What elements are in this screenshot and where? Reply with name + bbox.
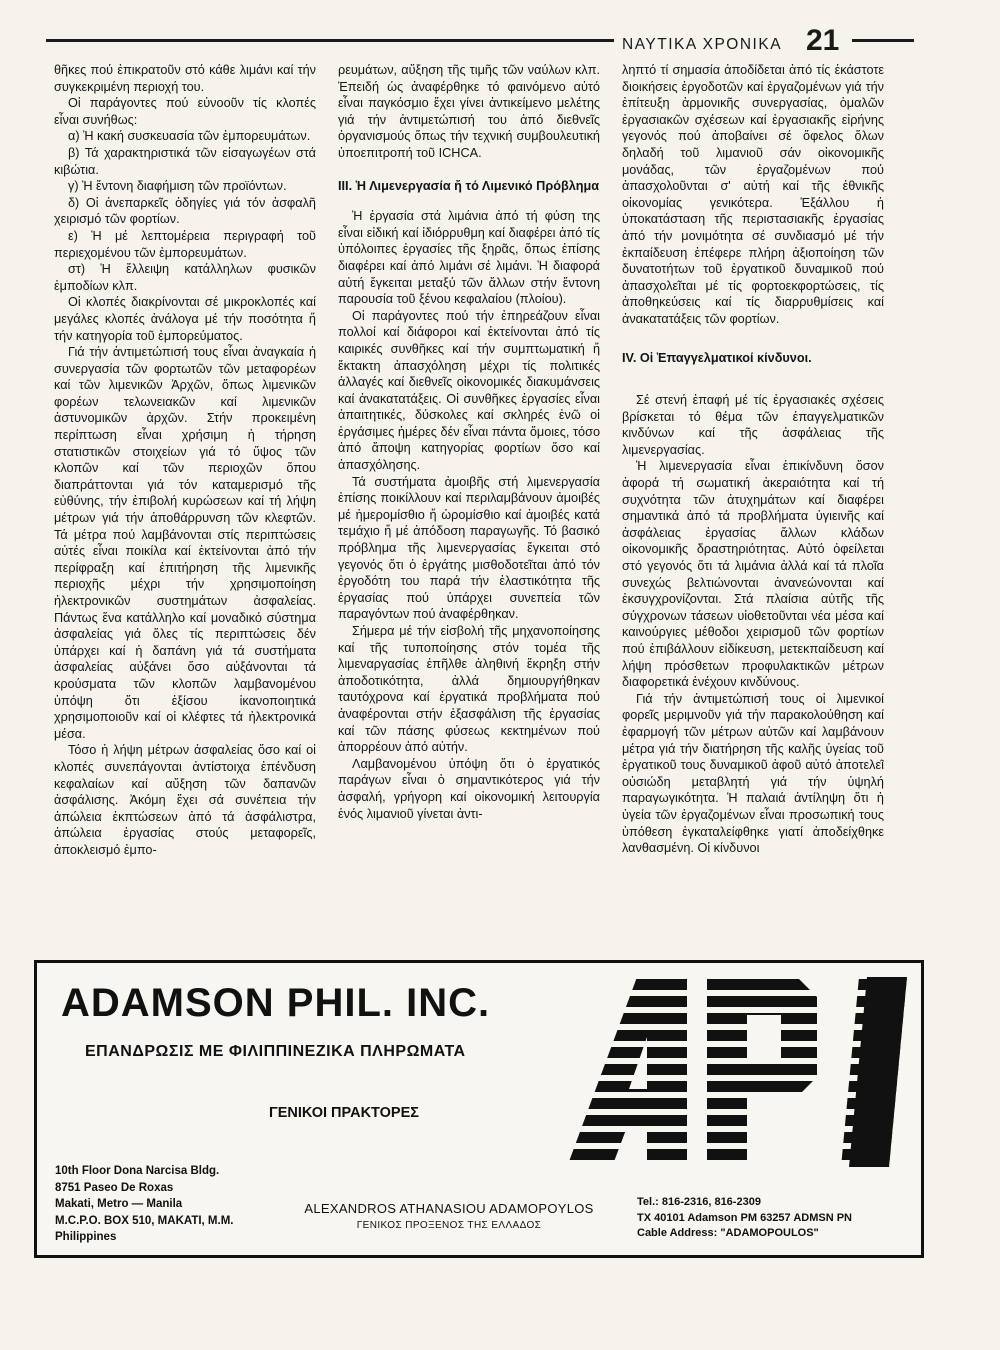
list-item: ε) Ἡ μέ λεπτομέρεια περιγραφή τοῦ περιεχομένου τῶν ἐμπορευμάτων. [54,228,316,260]
paragraph: Σήμερα μέ τήν εἰσβολή τῆς μηχανοποίησης καί τῆς τυποποίησης στόν τομέα τῆς λιμεναργασίας ἐπῆλθε ἀληθινή ἔκρηξη στήν ἀποδοτικότητα, ἀλλά δημιουργήθηκαν ταυτόχρονα καί ἐργατικά προβλήματα πού ἀναφέρονται στήν ἐξασφάλιση τῆς ἐργασίας καί τῶν πάσης φύσεως κεκτημένων πού ἀπορρέουν ἀπό αὐτήν. [338,624,600,755]
list-item: στ) Ἡ ἔλλειψη κατάλληλων φυσικῶν ἐμποδίων κλπ. [54,262,316,293]
api-logo-icon [567,977,907,1167]
paragraph: Οἱ παράγοντες πού τήν ἐπηρεάζουν εἶναι πολλοί καί διάφοροι καί ἐκτείνονται ἀπό τίς καιρικές συνθῆκες καί τήν συμπτωματική ἤ ἔκτακτη ἀπασχόληση μέχρι τίς πολιτικές ἀλλαγές καί διεθνεῖς οἰκονομικές διακυμάνσεις καί ἀνακατατάξεις. Οἱ συνθῆκες ἐργασίες εἶναι ἀπαιτητικές, δύσκολες καί σκληρές ἐνῶ οἱ ἐργάσιμες ἡμέρες δέν εἶναι πάντα ὅμοιες, τόσο ἀπό ἄποψη κατηγορίας φορτίων ὅσο καί ἀπασχόλησης. [338,308,600,473]
paragraph: Λαμβανομένου ὑπόψη ὅτι ὁ ἐργατικός παράγων εἶναι ὁ σημαντικότερος γιά τήν ἀσφαλή, γρήγορη καί οἰκονομική λειτουργία ἑνός λιμανιοῦ γίνεται ἀντι- [338,756,600,821]
list-item: β) Τά χαρακτηριστικά τῶν εἰσαγωγέων στά κιβώτια. [54,145,316,177]
contact-telephone: Tel.: 816-2316, 816-2309 [637,1196,761,1208]
contact-telex: TX 40101 Adamson PM 63257 ADMSN PN [637,1211,852,1224]
paragraph: Γιά τήν ἀντιμετώπισή τους εἶναι ἀναγκαία ἡ συνεργασία τῶν φορτωτῶν τῶν μεταφορέων καί τῶν λιμενικῶν Ἀρχῶν, ὅπως λιμενικῶν φορέων τελωνειακῶν καί λιμενικῶν ἀστυνομικῶν ἀρχῶν. Στήν προκειμένη περίπτωση εἶναι χρήσιμη ἡ τήρηση στατιστικῶν στοιχείων γιά τό ὕψος τῶν κλοπῶν καί τῶν περιοχῶν ὅπου διαπράττονται γιά τόν καταμερισμό τῆς εὐθύνης, τήν ἐπιβολή κυρώσεων καί τή λήψη μέτρων γιά τήν ἀποθάρρυνση τῶν κλεφτῶν. Τά μέτρα πού λαμβάνονται στίς περιπτώσεις αὐτές εἶναι ποικίλα καί ἐκτείνονται ἀπό τήν περίφραξη καί ἐπιτήρηση τῆς λιμενικῆς περιοχῆς μέχρι τήν χρησιμοποίηση ἠλεκτρονικῶν συστημάτων ἀσφαλείας. Πάντως ἕνα κατάλληλο καί μοναδικό σύστημα ἀσφαλείας γιά ὅλες τίς περιπτώσεις δέν ὑπάρχει καί ἡ δαπάνη γιά τά συστήματα ἀσφαλείας αὐξάνει ὅσο αὐξάνονται τά κρούσματα τῶν κλοπῶν λαμβανομένου ὑπόψη ὅτι ἐξίσου ἱκανοποιητικά χρησιμοποιοῦν καί οἱ κλέφτες τά ἠλεκτρονικά μέσα. [54,345,316,741]
list-item: α) Ἡ κακή συσκευασία τῶν ἐμπορευμάτων. [68,129,311,144]
paragraph: ληπτό τί σημασία ἀποδίδεται ἀπό τίς ἑκάστοτε διοικήσεις ἐργοδοτῶν καί ἐργαζομένων γιά τήν ἐπίτευξη ἁρμονικῆς συνεργασίας, ὁμαλῶν ἐργασιακῶν σχέσεων καί ἐργασιακῆς εἰρήνης γεγονός πού ἀποβαίνει σέ ὄφελος ὅλων δηλαδή τοῦ λιμανιοῦ σάν οἰκονομικῆς μονάδας, τῶν ἐργαζομένων πού ἀπασχολοῦνται σ' αὐτή καί τῆς ἐθνικῆς οἰκονομίας γενικότερα. Ἐξάλλου ἡ ὑποκατάσταση τῆς περιστασιακῆς ἐργασίας ἀπό τήν μονιμότητα σέ συνδιασμό μέ τήν ἐκπαίδευση ἐπέφερε πλήρη ἀξιοποίηση τῶν δυνατοτήτων τοῦ ἐργατικοῦ δυναμικοῦ πού ἀπασχολεῖται μέ τίς φορτοεκφορτώσεις, τίς ἀποθηκεύσεις καί τίς διαρρυθμίσεις καί ἀνακατατάξεις τῶν φορτίων. [622,63,884,326]
page-number: 21 [806,24,840,57]
paragraph: Σέ στενή ἐπαφή μέ τίς ἐργασιακές σχέσεις βρίσκεται τό θέμα τῶν ἐπαγγελματικῶν κινδύνων καί τῆς ἀσφάλειας τῆς λιμενεργασίας. [622,393,884,457]
paragraph: Γιά τήν ἀντιμετώπισή τους οἱ λιμενικοί φορεῖς μεριμνοῦν γιά τήν παρακολούθηση καί ἐφαρμογή τῶν μέτρων αὐτῶν καί λαμβάνουν μέτρα γιά τήν διατήρηση τῆς καλῆς ὑγείας τοῦ ἐργατικοῦ τους δυναμικοῦ ἀφοῦ αὐτό ἀποτελεῖ οὐσιώδη μεταβλητή γιά τήν ὑψηλή παραγωγικότητα. Ἡ παλαιά ἀντίληψη ὅτι ἡ ὑγεία τῶν ἐργαζομένων εἶναι προσωπική τους ὑπόθεση ἐγκαταλείφθηκε γιατί ἀποδείχθηκε λανθασμένη. Οἱ κίνδυνοι [622,691,884,856]
paragraph: Ἡ ἐργασία στά λιμάνια ἀπό τή φύση της εἶναι εἰδική καί ἰδιόρρυθμη καί διαφέρει ἀπό τίς ὑπόλοιπες ἐργασίες τῆς ξηρᾶς, ὅπως ἐπίσης διαφέρει καί ἀπό λιμάνι σέ λιμάνι. Ἡ διαφορά αὐτή ἔγκειται μεταξύ τῶν ἄλλων στήν ἔντονη παρουσία τοῦ ξένου κεφαλαίου (πλοίου). [338,209,600,307]
person-name: ALEXANDROS ATHANASIOU ADAMOPOYLOS [304,1201,594,1216]
ad-company-name: ADAMSON PHIL. INC. [61,981,491,1025]
contact-cable: Cable Address: "ADAMOPOULOS" [637,1227,819,1239]
ad-subtitle: ΕΠΑΝΔΡΩΣΙΣ ΜΕ ΦΙΛΙΠΠΙΝΕΖΙΚΑ ΠΛΗΡΩΜΑΤΑ [85,1043,466,1060]
ad-address-block [55,1163,234,1246]
paragraph: Τόσο ἡ λήψη μέτρων ἀσφαλείας ὅσο καί οἱ κλοπές συνεπάγονται ἀντίστοιχα ἐπένδυση κεφαλαίων καί αὔξηση τῶν δαπανῶν ἀσφάλισης. Ἀκόμη ἔχει σά συνέπεια τήν ἀπώλεια ἐκπτώσεων ἀπό τά ἀσφάλιστρα, ἀπώλεια ἐργασίας στούς μεταφορεῖς, ἀποκλεισμό ἐμπο- [54,743,316,857]
section-heading-iii: ΙΙΙ. Ἡ Λιμενεργασία ἤ τό Λιμενικό Πρόβλημα [338,178,600,193]
advertisement-box [34,960,924,1258]
paragraph: ρευμάτων, αὔξηση τῆς τιμῆς τῶν ναύλων κλπ. Ἐπειδή ὡς ἀναφέρθηκε τό φαινόμενο αὐτό εἶναι παγκόσμιο ἔχει γίνει ἀντικείμενο μελέτης γιά τήν ἀντιμετώπισή του ἀπό διεθνεῖς ὀργανισμούς ὅπως τήν τεχνική συμβουλευτική ὑποεπιτροπή τοῦ ICHCA. [338,63,600,160]
address-line: M.C.P.O. BOX 510, MAKATI, M.M. [55,1214,234,1227]
paragraph: Τά συστήματα ἀμοιβῆς στή λιμενεργασία ἐπίσης ποικίλλουν καί περιλαμβάνουν ἀμοιβές μέ ἡμερομίσθιο ἤ ὡρομίσθιο καί ἀμοιβές κατά τεμάχιο ἤ μέ ἀπόδοση παραγωγῆς. Τό βασικό πρόβλημα τῆς λιμενεργασίας ἔγκειται στό γεγονός ὅτι ὁ ἐργάτης μισθοδοτεῖται ἀπό τόν ἐργοδότη του παρά τήν ἐλαστικότητα τῆς ἐργασίας πού ὑπάρχει συνεπεία τῶν παραγόντων πού ἀναφέρθηκαν. [338,474,600,622]
address-line: Makati, Metro — Manila [55,1198,183,1210]
list-item: γ) Ἡ ἔντονη διαφήμιση τῶν προϊόντων. [68,179,287,194]
paragraph: θῆκες πού ἐπικρατοῦν στό κάθε λιμάνι καί τήν συγκεκριμένη περιοχή του. [54,63,316,94]
article-column-1 [54,62,316,954]
section-heading-iv: IV. Οἱ Ἐπαγγελματικοί κίνδυνοι. [622,350,812,365]
ad-contact-block [637,1195,852,1242]
journal-title: ΝΑΥΤΙΚΑ ΧΡΟΝΙΚΑ [622,36,783,53]
header-rule-left [46,39,614,42]
article-column-2 [338,62,600,954]
ad-contact-person [289,1201,609,1231]
ad-agents-label: ΓΕΝΙΚΟΙ ΠΡΑΚΤΟΡΕΣ [269,1105,419,1121]
paragraph: Ἡ λιμενεργασία εἶναι ἐπικίνδυνη ὅσον ἀφορά τή σωματική ἀκεραιότητα καί τή συχνότητα τῶν ἀτυχημάτων καί διαφέρει σημαντικά ἀπό τά προβλήματα ὑγιεινῆς καί ἀσφάλειας ἐργασίας ἄλλων κλάδων οἰκονομικῆς δραστηριότητας. Αὐτό ὀφείλεται στό γεγονός ὅτι τά λιμάνια ἀλλά καί τά πλοῖα συνεχώς βελτιώνονται ἀνανεώνονται καί ἐκσυγχρονίζονται. Στά πλαίσια αὐτῆς τῆς σύγχρονων τάσεων υἱοθετοῦνται νέα μέσα καί καινούργιες μέθοδοι χειρισμοῦ τῶν φορτίων πού ἐπιβάλλουν εἰδίκευση, μετεκπαίδευση καί λήψη πρόσθετων προφυλακτικῶν μέτρων διαφορετικά ἐνέχουν κινδύνους. [622,459,884,690]
address-line: Philippines [55,1231,117,1243]
header-rule-right [852,39,914,42]
address-line: 8751 Paseo De Roxas [55,1181,174,1194]
paragraph: Οἱ κλοπές διακρίνονται σέ μικροκλοπές καί μεγάλες κλοπές ἀνάλογα μέ τήν ποσότητα ἤ τήν κατηγορία τοῦ ἐμπορεύματος. [54,295,316,343]
list-item: δ) Οἱ ἀνεπαρκεῖς ὁδηγίες γιά τόν ἀσφαλῆ χειρισμό τῶν φορτίων. [54,195,316,227]
person-title: ΓΕΝΙΚΟΣ ΠΡΟΞΕΝΟΣ ΤΗΣ ΕΛΛΑΔΟΣ [356,1220,542,1231]
paragraph: Οἱ παράγοντες πού εὐνοοῦν τίς κλοπές εἶναι συνήθως: [54,96,316,127]
address-line: 10th Floor Dona Narcisa Bldg. [55,1165,220,1177]
article-column-3 [622,62,884,954]
